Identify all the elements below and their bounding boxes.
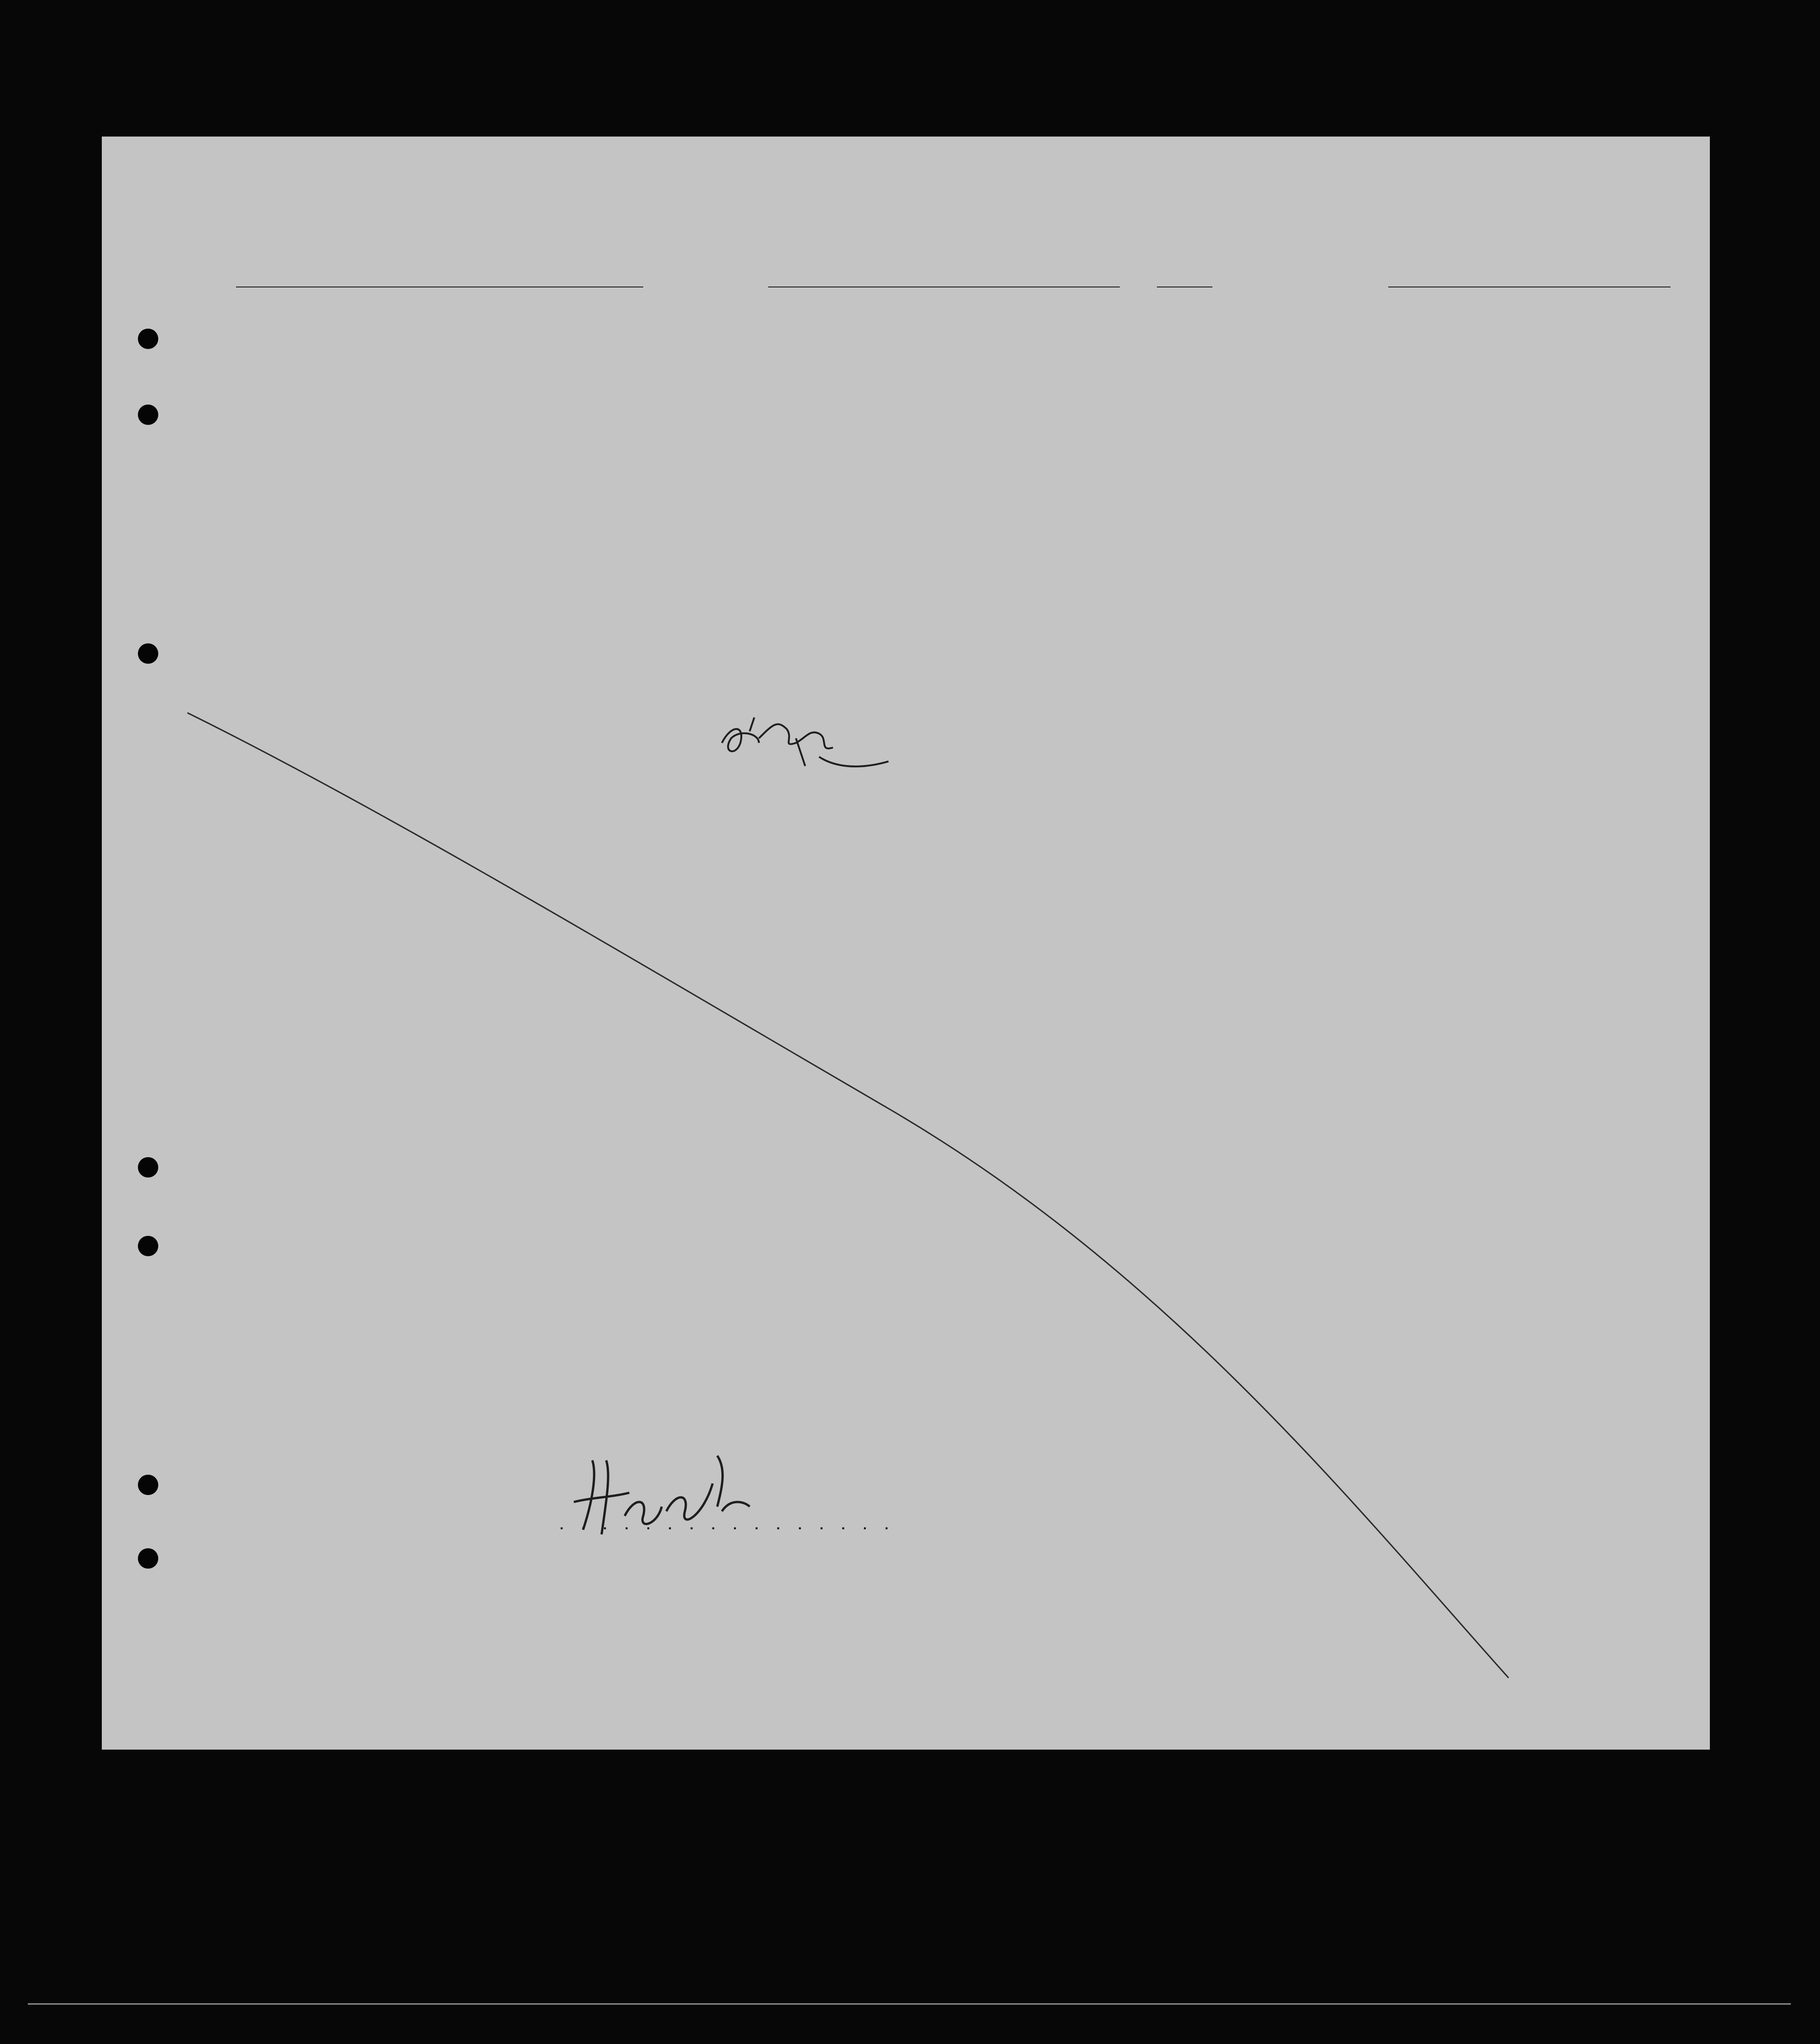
punch-hole — [138, 405, 158, 425]
punch-hole — [138, 1548, 158, 1569]
manifest-sheet — [102, 137, 1710, 1750]
examiner-signature — [722, 717, 888, 766]
table-rules — [102, 137, 1710, 1750]
punch-hole — [138, 643, 158, 664]
punch-hole — [138, 329, 158, 349]
punch-hole — [138, 1236, 158, 1256]
punch-hole — [138, 1475, 158, 1495]
purser-dots: . . . . . . . . . . . . . . . . — [558, 1518, 894, 1533]
punch-hole — [138, 1157, 158, 1178]
scan-edge-line — [28, 2003, 1791, 2005]
